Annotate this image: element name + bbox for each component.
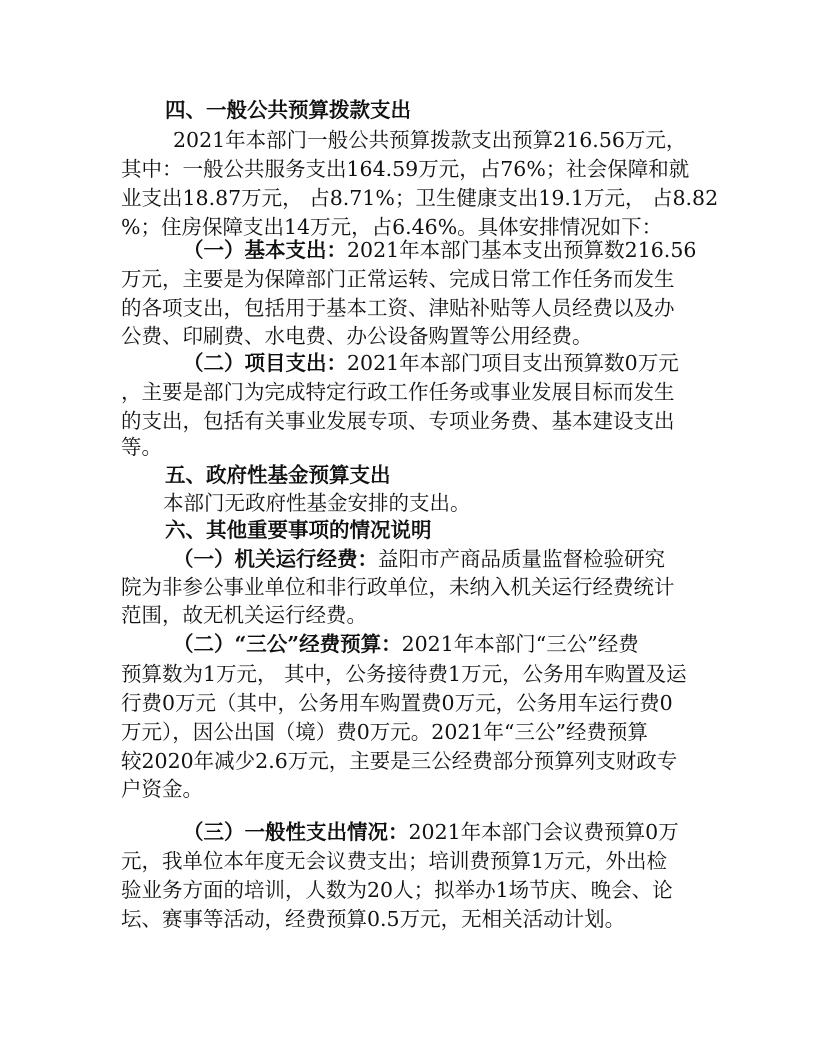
item1-text: 益阳市产商品质量监督检验研究 xyxy=(378,547,665,571)
project-expense-line-4: 等。 xyxy=(121,435,162,459)
item2-text: 2021年本部门“三公”经费 xyxy=(401,632,639,656)
basic-expense-line-1 xyxy=(183,236,696,264)
basic-expense-line-4: 公费、印刷费、水电费、办公设备购置等公用经费。 xyxy=(121,324,593,348)
project-expense-text: 2021年本部门项目支出预算数0万元 xyxy=(347,351,679,375)
basic-expense-line-3: 的各项支出，包括用于基本工资、津贴补贴等人员经费以及办 xyxy=(121,296,675,320)
project-expense-line-3: 的支出，包括有关事业发展专项、专项业务费、基本建设支出 xyxy=(121,409,675,433)
item2-label: （二）“三公”经费预算： xyxy=(173,632,402,656)
section4-para-line-1: 2021年本部门一般公共预算拨款支出预算216.56万元， xyxy=(173,128,687,152)
item1-label: （一）机关运行经费： xyxy=(173,547,378,571)
project-expense-line-2: ，主要是部门为完成特定行政工作任务或事业发展目标而发生 xyxy=(121,380,675,404)
section-heading-5: 五、政府性基金预算支出 xyxy=(165,463,391,487)
item2-line-6: 户资金。 xyxy=(121,777,203,801)
item3-text: 2021年本部门会议费预算0万 xyxy=(408,820,679,844)
section4-para-line-4: %；住房保障支出14万元，占6.46%。具体安排情况如下： xyxy=(121,215,663,239)
section4-para-line-2: 其中：一般公共服务支出164.59万元，占76%；社会保障和就 xyxy=(121,157,690,181)
item1-line-3: 范围，故无机关运行经费。 xyxy=(121,603,367,627)
section4-para-line-3: 业支出18.87万元， 占8.71%；卫生健康支出19.1万元， 占8.82 xyxy=(121,186,719,210)
item3-line-1 xyxy=(183,818,679,846)
section-heading-6: 六、其他重要事项的情况说明 xyxy=(165,518,432,542)
basic-expense-text: 2021年本部门基本支出预算数216.56 xyxy=(347,238,697,262)
item3-label: （三）一般性支出情况： xyxy=(183,820,409,844)
basic-expense-line-2: 万元，主要是为保障部门正常运转、完成日常工作任务而发生 xyxy=(121,267,675,291)
item2-line-1 xyxy=(173,630,639,658)
item3-line-2: 元，我单位本年度无会议费支出；培训费预算1万元，外出检 xyxy=(121,849,668,873)
item3-line-3: 验业务方面的培训，人数为20人；拟举办1场节庆、晚会、论 xyxy=(121,878,673,902)
project-expense-line-1 xyxy=(183,349,679,377)
basic-expense-label: （一）基本支出： xyxy=(183,238,347,262)
item1-line-1 xyxy=(173,545,665,573)
item2-line-4: 万元），因公出国（境）费0万元。2021年“三公”经费预算 xyxy=(121,720,648,744)
section-heading-4: 四、一般公共预算拨款支出 xyxy=(165,98,411,122)
item2-line-5: 较2020年减少2.6万元，主要是三公经费部分预算列支财政专 xyxy=(121,749,678,773)
item2-line-2: 预算数为1万元， 其中，公务接待费1万元，公务用车购置及运 xyxy=(121,662,687,686)
section5-text: 本部门无政府性基金安排的支出。 xyxy=(163,491,471,515)
item1-line-2: 院为非参公事业单位和非行政单位，未纳入机关运行经费统计 xyxy=(121,575,675,599)
item2-line-3: 行费0万元（其中，公务用车购置费0万元，公务用车运行费0 xyxy=(121,691,673,715)
item3-line-4: 坛、赛事等活动，经费预算0.5万元，无相关活动计划。 xyxy=(121,907,626,931)
project-expense-label: （二）项目支出： xyxy=(183,351,347,375)
